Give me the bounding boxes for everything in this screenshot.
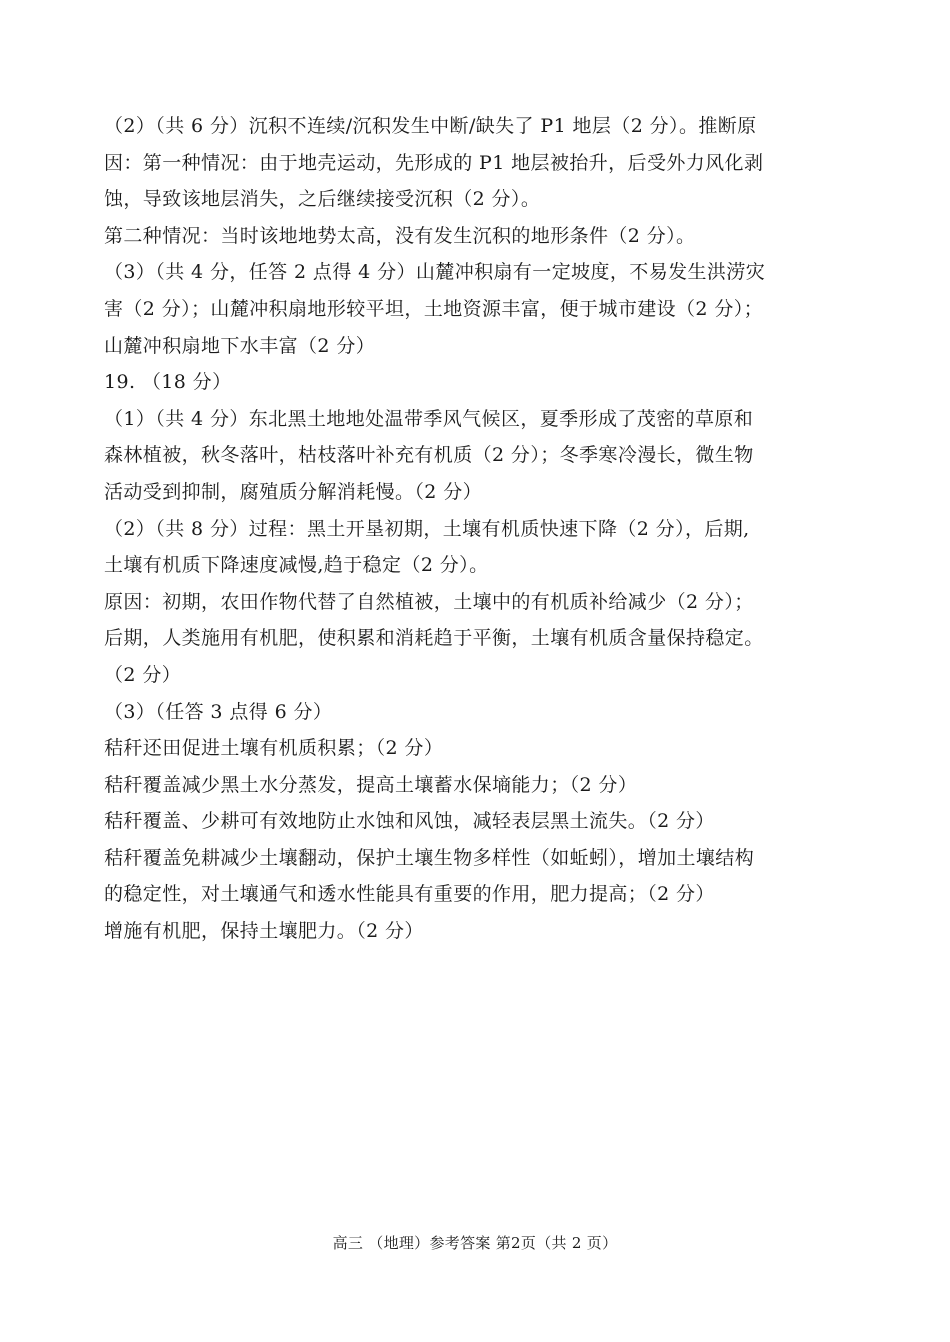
text-line: 原因：初期，农田作物代替了自然植被，土壤中的有机质补给减少（2 分）； (104, 590, 754, 613)
text-line: （3）（任答 3 点得 6 分） (104, 700, 333, 723)
answer-text-body (104, 108, 849, 950)
text-line: 土壤有机质下降速度减慢,趋于稳定（2 分）。 (104, 554, 489, 577)
text-line: 增施有机肥，保持土壤肥力。（2 分） (104, 920, 424, 943)
text-line: 秸秆覆盖免耕减少土壤翻动，保护土壤生物多样性（如蚯蚓），增加土壤结构 (104, 846, 755, 869)
text-line: 害（2 分）；山麓冲积扇地形较平坦，土地资源丰富，便于城市建设（2 分）； (104, 297, 764, 320)
page-footer: 高三 （地理）参考答案 第2页（共 2 页） (332, 1234, 618, 1252)
text-line: （1）（共 4 分）东北黑土地地处温带季风气候区，夏季形成了茂密的草原和 (104, 407, 754, 430)
text-line: 秸秆覆盖减少黑土水分蒸发，提高土壤蓄水保墒能力；（2 分） (104, 773, 638, 796)
text-line: （3）（共 4 分，任答 2 点得 4 分）山麓冲积扇有一定坡度，不易发生洪涝灾 (104, 261, 766, 284)
text-line: 的稳定性，对土壤通气和透水性能具有重要的作用，肥力提高；（2 分） (104, 883, 715, 906)
question-number: 19. （18 分） (104, 371, 232, 394)
text-line: （2）（共 6 分）沉积不连续/沉积发生中断/缺失了 P1 地层（2 分）。推断原 (104, 115, 757, 137)
text-line: 因：第一种情况：由于地壳运动，先形成的 P1 地层被抬升，后受外力风化剥 (104, 151, 764, 174)
text-line: 活动受到抑制，腐殖质分解消耗慢。（2 分） (104, 480, 483, 503)
text-line: 秸秆覆盖、少耕可有效地防止水蚀和风蚀，减轻表层黑土流失。（2 分） (104, 810, 715, 833)
text-line: 后期，人类施用有机肥，使积累和消耗趋于平衡，土壤有机质含量保持稳定。 (104, 627, 764, 650)
text-line: 第二种情况：当时该地地势太高，没有发生沉积的地形条件（2 分）。 (104, 224, 696, 247)
text-line: （2 分） (104, 663, 182, 686)
text-line: 森林植被，秋冬落叶，枯枝落叶补充有机质（2 分）；冬季寒冷漫长，微生物 (104, 444, 754, 467)
text-line: 山麓冲积扇地下水丰富（2 分） (104, 334, 376, 357)
text-line: 秸秆还田促进土壤有机质积累；（2 分） (104, 737, 444, 760)
text-line: （2）（共 8 分）过程：黑土开垦初期，土壤有机质快速下降（2 分），后期, (104, 517, 750, 540)
text-line: 蚀，导致该地层消失，之后继续接受沉积（2 分）。 (104, 188, 541, 211)
